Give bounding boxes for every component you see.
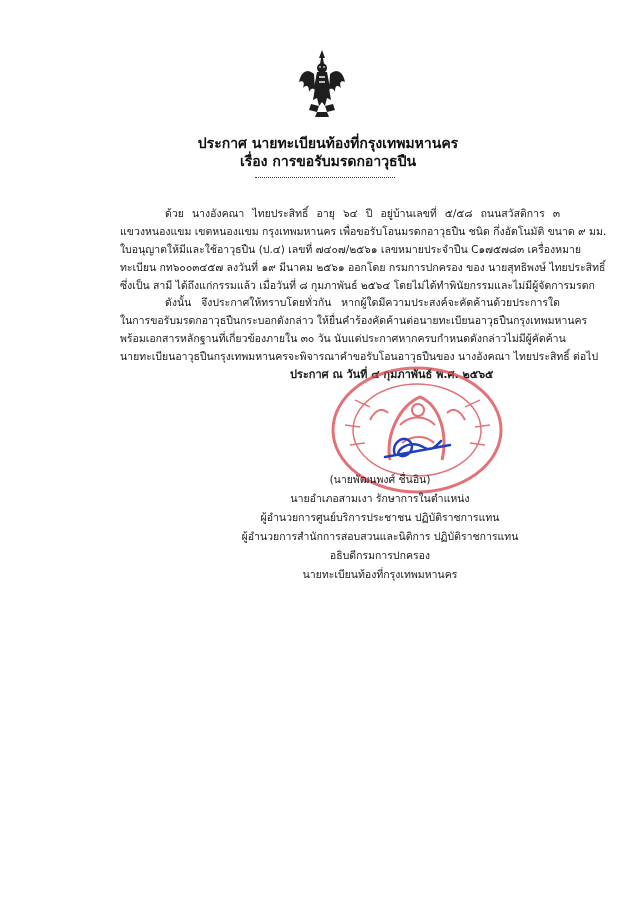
signer-name: (นายพัฒนพงศ์ ชื่นอิน) — [329, 474, 431, 486]
paragraph-2 — [120, 294, 599, 366]
paragraph-2-line: นายทะเบียนอาวุธปืนกรุงเทพมหานครจะพิจารณาคำขอรับโอนอาวุธปืนของ นางอังคณา ไทยประสิทธิ์ ต่อไป — [120, 351, 599, 363]
announcement-subject: เรื่อง การขอรับมรดกอาวุธปืน — [239, 154, 417, 170]
title-divider — [255, 177, 395, 178]
paragraph-2-line: พร้อมเอกสารหลักฐานที่เกี่ยวข้องภายใน ๓๐ วัน นับแต่ประกาศหากครบกำหนดดังกล่าวไม่มีผู้คัดค้าน — [120, 333, 566, 345]
paragraph-1-line: ใบอนุญาตให้มีและใช้อาวุธปืน (ป.๔) เลขที่ ๗๔๐๗/๒๕๖๑ เลขหมายประจำปืน C๑๗๕๗๘๓ เครื่องหมาย — [120, 244, 582, 256]
signer-position: นายทะเบียนท้องที่กรุงเทพมหานคร — [302, 569, 458, 581]
announcement-date: ประกาศ ณ วันที่ ๔ กุมภาพันธ์ พ.ศ. ๒๕๖๕ — [290, 368, 494, 381]
garuda-emblem-icon — [297, 48, 347, 118]
paragraph-2-line: ในการขอรับมรดกอาวุธปืนกระบอกดังกล่าว ให้ยื่นคำร้องคัดค้านต่อนายทะเบียนอาวุธปืนกรุงเทพมหานคร — [120, 315, 588, 327]
paragraph-2-line: ดังนั้น จึงประกาศให้ทราบโดยทั่วกัน หากผู้ใดมีความประสงค์จะคัดค้านด้วยประการใด — [165, 297, 560, 309]
paragraph-1-line: แขวงหนองแขม เขตหนองแขม กรุงเทพมหานคร เพื่อขอรับโอนมรดกอาวุธปืน ชนิด กึ่งอัตโนมัติ ขนาด ๙ มม. — [120, 226, 607, 238]
announcement-title: ประกาศ นายทะเบียนท้องที่กรุงเทพมหานคร — [197, 136, 459, 152]
paragraph-1 — [120, 205, 607, 295]
signer-position: นายอำเภอสามเงา รักษาการในตำแหน่ง — [290, 493, 470, 505]
signer-position: ผู้อำนวยการสำนักการสอบสวนและนิติการ ปฏิบัติราชการแทน — [241, 531, 519, 543]
paragraph-1-line: ด้วย นางอังคณา ไทยประสิทธิ์ อายุ ๖๔ ปี อยู่บ้านเลขที่ ๕/๕๘ ถนนสวัสดิการ ๓ — [165, 208, 560, 220]
signer-position: อธิบดีกรมการปกครอง — [329, 550, 431, 562]
signature — [365, 425, 465, 465]
paragraph-1-line: ทะเบียน กท๖๐๐๓๔๕๗ ลงวันที่ ๑๙ มีนาคม ๒๕๖๑ ออกโดย กรมการปกครอง ของ นายสุทธิพงษ์ ไทยประสิทธิ์ — [120, 262, 606, 274]
paragraph-1-line: ซึ่งเป็น สามี ได้ถึงแก่กรรมแล้ว เมื่อวันที่ ๘ กุมภาพันธ์ ๒๕๖๔ โดยไม่ได้ทำพินัยกรรมและไม่มีผู้จัดการมรดก — [120, 280, 595, 292]
signer-position: ผู้อำนวยการศูนย์บริการประชาชน ปฏิบัติราชการแทน — [260, 512, 500, 524]
